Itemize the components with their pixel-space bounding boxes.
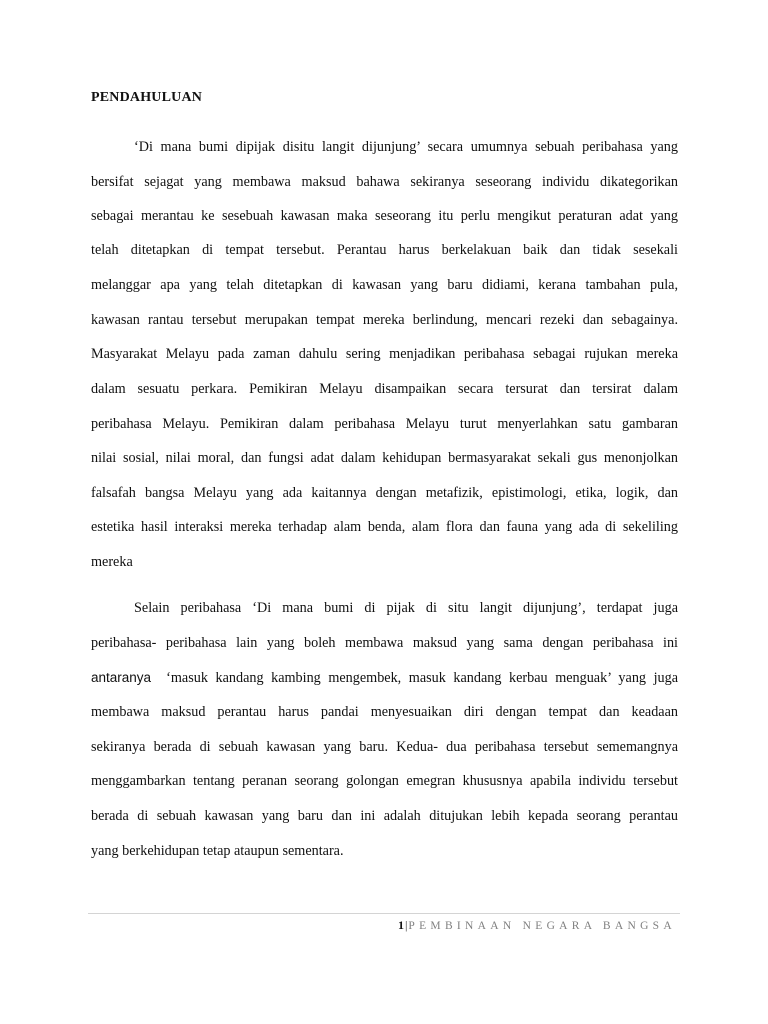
footer-divider <box>88 913 680 914</box>
footer-separator: | <box>405 918 408 932</box>
paragraph-1-line-5: melanggar apa yang telah ditetapkan di kawasan yang baru didiami, kerana tambahan pula, <box>91 277 678 293</box>
paragraph-1-line-4: telah ditetapkan di tempat tersebut. Perantau harus berkelakuan baik dan tidak sesekali <box>91 242 678 258</box>
paragraph-1-line-2: bersifat sejagat yang membawa maksud bahawa sekiranya seseorang individu dikategorikan <box>91 174 678 190</box>
paragraph-2-line-5: sekiranya berada di sebuah kawasan yang baru. Kedua- dua peribahasa tersebut sememangnya <box>91 739 678 755</box>
paragraph-2-line-3-first-word: antaranya <box>91 670 152 685</box>
paragraph-1-line-3: sebagai merantau ke sesebuah kawasan maka seseorang itu perlu mengikut peraturan adat yang <box>91 208 678 224</box>
paragraph-2-line-7: berada di sebuah kawasan yang baru dan ini adalah ditujukan lebih kepada seorang perantau <box>91 808 678 824</box>
paragraph-1-line-1: ‘Di mana bumi dipijak disitu langit dijunjung’ secara umumnya sebuah peribahasa yang <box>134 139 678 155</box>
footer-title: PEMBINAAN NEGARA BANGSA <box>408 920 676 932</box>
paragraph-2-line-8: yang berkehidupan tetap ataupun sementara. <box>91 843 344 859</box>
paragraph-2-line-3-rest: ‘masuk kandang kambing mengembek, masuk kandang kerbau menguak’ yang juga <box>151 670 678 686</box>
paragraph-2-line-2: peribahasa- peribahasa lain yang boleh membawa maksud yang sama dengan peribahasa ini <box>91 635 678 651</box>
page-number: 1 <box>398 918 404 932</box>
paragraph-1-line-7: Masyarakat Melayu pada zaman dahulu sering menjadikan peribahasa sebagai rujukan mereka <box>91 346 678 362</box>
paragraph-2-line-6: menggambarkan tentang peranan seorang golongan emegran khususnya apabila individu tersebut <box>91 773 678 789</box>
document-heading: PENDAHULUAN <box>91 90 203 105</box>
paragraph-1-line-9: peribahasa Melayu. Pemikiran dalam peribahasa Melayu turut menyerlahkan satu gambaran <box>91 416 678 432</box>
page-footer <box>398 917 676 934</box>
paragraph-1-line-10: nilai sosial, nilai moral, dan fungsi adat dalam kehidupan bermasyarakat sekali gus menonjolkan <box>91 450 678 466</box>
paragraph-1-line-13: mereka <box>91 554 133 570</box>
paragraph-1-line-12: estetika hasil interaksi mereka terhadap alam benda, alam flora dan fauna yang ada di sekeliling <box>91 519 678 535</box>
paragraph-1-line-8: dalam sesuatu perkara. Pemikiran Melayu disampaikan secara tersurat dan tersirat dalam <box>91 381 678 397</box>
paragraph-2-line-3 <box>91 669 678 687</box>
paragraph-2-line-4: membawa maksud perantau harus pandai menyesuaikan diri dengan tempat dan keadaan <box>91 704 678 720</box>
paragraph-1-line-11: falsafah bangsa Melayu yang ada kaitannya dengan metafizik, epistimologi, etika, logik, dan <box>91 485 678 501</box>
paragraph-2-line-1: Selain peribahasa ‘Di mana bumi di pijak di situ langit dijunjung’, terdapat juga <box>134 600 678 616</box>
paragraph-1-line-6: kawasan rantau tersebut merupakan tempat mereka berlindung, mencari rezeki dan sebagainya. <box>91 312 678 328</box>
